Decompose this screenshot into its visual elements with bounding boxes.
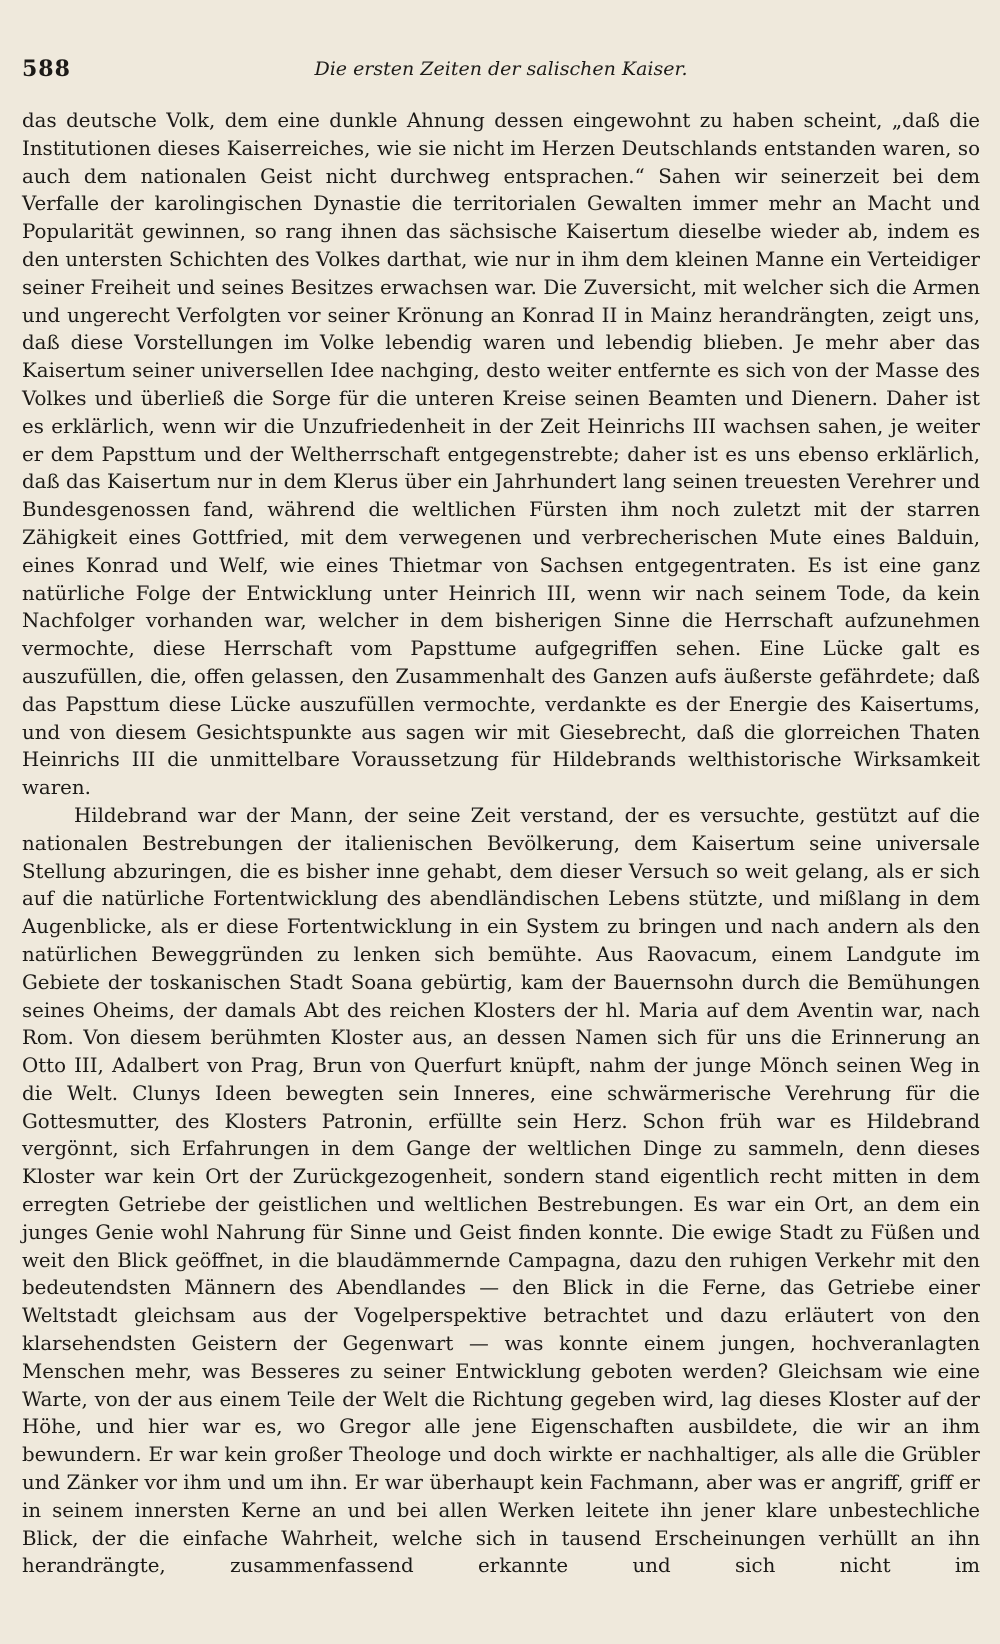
page-number: 588	[22, 56, 71, 82]
page-header	[22, 50, 980, 91]
paragraph-2: Hildebrand war der Mann, der seine Zeit verstand, der es versuchte, gestützt auf die nationalen Bestrebungen der italienischen Bevölkerung, dem Kaisertum seine universale Stellung abzuringen, die es bisher inne gehabt, dem dieser Versuch so weit gelang, als er sich auf die natürliche Fortentwicklung des abendländischen Lebens stützte, und mißlang in dem Augenblicke, als er diese Fortentwicklung in ein System zu bringen und nach andern als den natürlichen Beweggründen zu lenken sich bemühte. Aus Raovacum, einem Landgute im Gebiete der toskanischen Stadt Soana gebürtig, kam der Bauernsohn durch die Bemühungen seines Oheims, der damals Abt des reichen Klosters der hl. Maria auf dem Aventin war, nach Rom. Von diesem berühmten Kloster aus, an dessen Namen sich für uns die Erinnerung an Otto III, Adalbert von Prag, Brun von Querfurt knüpft, nahm der junge Mönch seinen Weg in die Welt. Clunys Ideen bewegten sein Inneres, eine schwärmerische Verehrung für die Gottesmutter, des Klosters Patronin, erfüllte sein Herz. Schon früh war es Hildebrand vergönnt, sich Erfahrungen in dem Gange der weltlichen Dinge zu sammeln, denn dieses Kloster war kein Ort der Zurückgezogenheit, sondern stand eigentlich recht mitten in dem erregten Getriebe der geistlichen und weltlichen Bestrebungen. Es war ein Ort, an dem ein junges Genie wohl Nahrung für Sinne und Geist finden konnte. Die ewige Stadt zu Füßen und weit den Blick geöffnet, in die blaudämmernde Campagna, dazu den ruhigen Verkehr mit den bedeutendsten Männern des Abendlandes — den Blick in die Ferne, das Getriebe einer Weltstadt gleichsam aus der Vogelperspektive betrachtet und dazu erläutert von den klarsehendsten Geistern der Gegenwart — was konnte einem jungen, hochveranlagten Menschen mehr, was Besseres zu seiner Entwicklung geboten werden? Gleichsam wie eine Warte, von der aus einem Teile der Welt die Richtung gegeben wird, lag dieses Kloster auf der Höhe, und hier war es, wo Gregor alle jene Eigenschaften ausbildete, die wir an ihm bewundern. Er war kein großer Theologe und doch wirkte er nachhaltiger, als alle die Grübler und Zänker vor ihm und um ihn. Er war überhaupt kein Fachmann, aber was er angriff, griff er in seinem innersten Kerne an und bei allen Werken leitete ihn jener klare unbestechliche Blick, der die einfache Wahrheit, welche sich in tausend Erscheinungen verhüllt an ihn herandrängte, zusammenfassend erkannte und sich nicht im	[22, 803, 980, 1578]
running-title: Die ersten Zeiten der salischen Kaiser.	[314, 58, 688, 80]
paragraph-1: das deutsche Volk, dem eine dunkle Ahnung dessen eingewohnt zu haben scheint, „daß die Institutionen dieses Kaiserreiches, wie sie nicht im Herzen Deutschlands entstanden waren, so auch dem nationalen Geist nicht durchweg entsprachen.“ Sahen wir seinerzeit bei dem Verfalle der karolingischen Dynastie die territorialen Gewalten immer mehr an Macht und Popularität gewinnen, so rang ihnen das sächsische Kaisertum dieselbe wieder ab, indem es den untersten Schichten des Volkes darthat, wie nur in ihm dem kleinen Manne ein Verteidiger seiner Freiheit und seines Besitzes erwachsen war. Die Zuversicht, mit welcher sich die Armen und ungerecht Verfolgten vor seiner Krönung an Konrad II in Mainz herandrängten, zeigt uns, daß diese Vorstellungen im Volke lebendig waren und lebendig blieben. Je mehr aber das Kaisertum seiner universellen Idee nachging, desto weiter entfernte es sich von der Masse des Volkes und überließ die Sorge für die unteren Kreise seinen Beamten und Dienern. Daher ist es erklärlich, wenn wir die Unzufriedenheit in der Zeit Heinrichs III wachsen sahen, je weiter er dem Papsttum und der Weltherrschaft entgegenstrebte; daher ist es uns ebenso erklärlich, daß das Kaisertum nur in dem Klerus über ein Jahrhundert lang seinen treuesten Verehrer und Bundesgenossen fand, während die weltlichen Fürsten ihm noch zuletzt mit der starren Zähigkeit eines Gottfried, mit dem verwegenen und verbrecherischen Mute eines Balduin, eines Konrad und Welf, wie eines Thietmar von Sachsen entgegentraten. Es ist eine ganz natürliche Folge der Entwicklung unter Heinrich III, wenn wir nach seinem Tode, da kein Nachfolger vorhanden war, welcher in dem bisherigen Sinne die Herrschaft aufzunehmen vermochte, diese Herrschaft vom Papsttume aufgegriffen sehen. Eine Lücke galt es auszufüllen, die, offen gelassen, den Zusammenhalt des Ganzen aufs äußerste gefährdete; daß das Papsttum diese Lücke auszufüllen vermochte, verdankte es der Energie des Kaisertums, und von diesem Gesichtspunkte aus sagen wir mit Giesebrecht, daß die glorreichen Thaten Heinrichs III die unmittelbare Voraussetzung für Hildebrands welthistorische Wirksamkeit waren.	[22, 109, 980, 800]
body-text	[22, 107, 980, 1580]
